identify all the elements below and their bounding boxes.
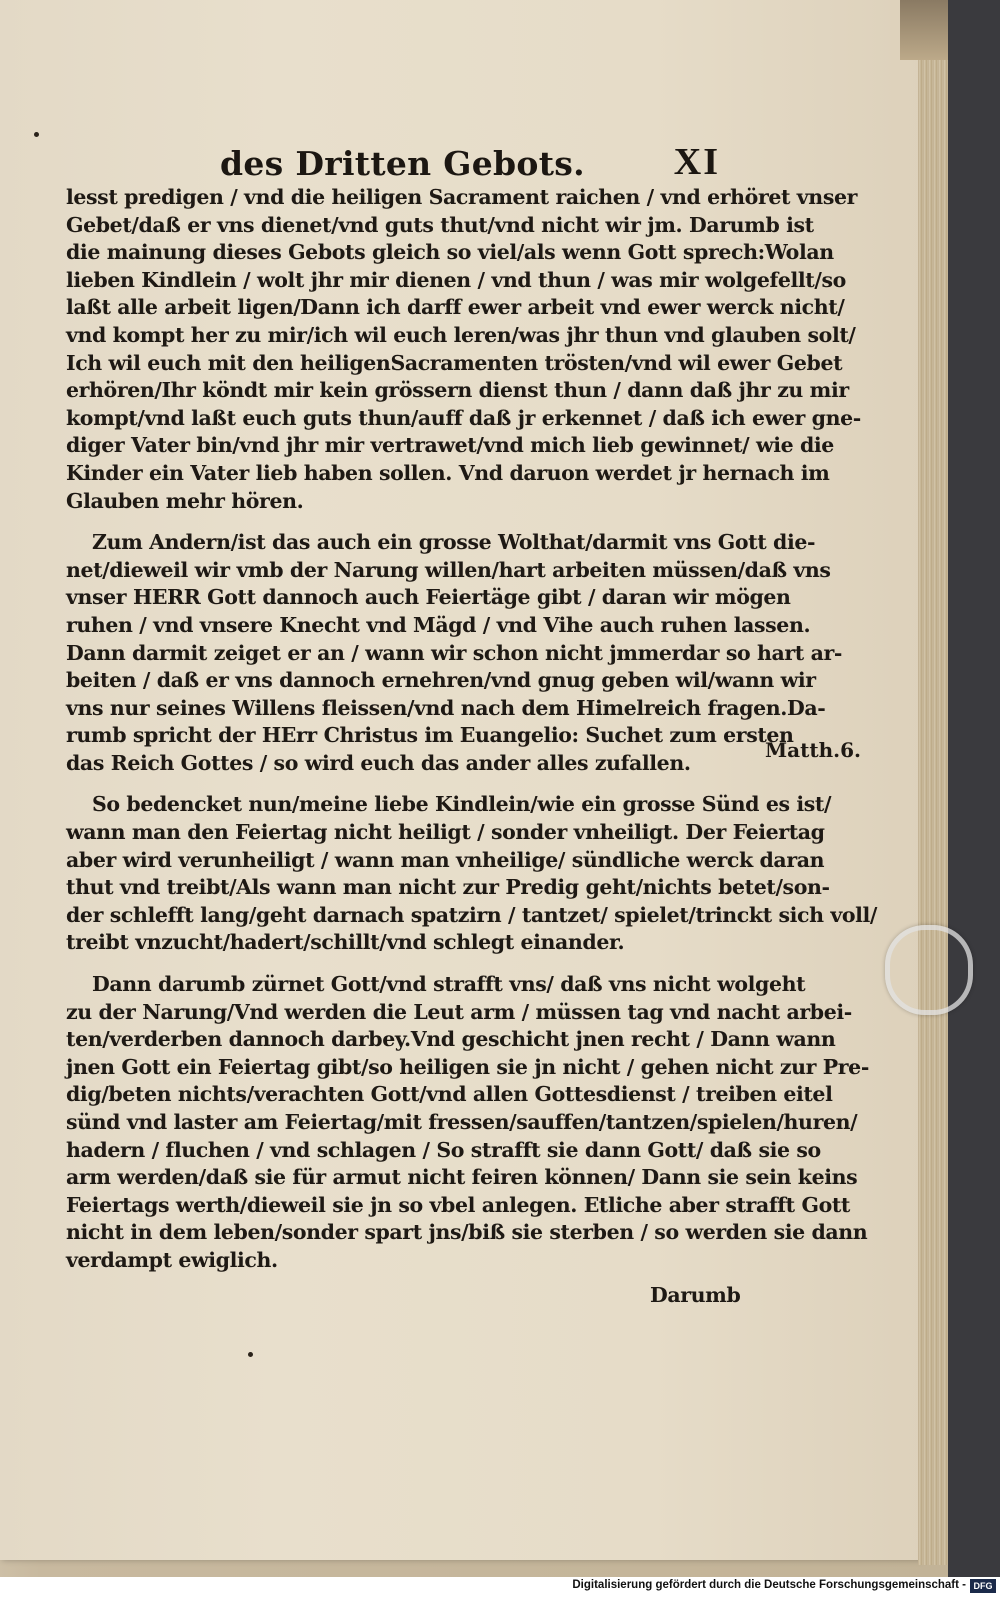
funding-credit: Digitalisierung gefördert durch die Deutsche Forschungsgemeinschaft - bbox=[572, 1579, 966, 1591]
text-line: Gebet/daß er vns dienet/vnd guts thut/vnd nicht wir jm. Darumb ist bbox=[66, 212, 814, 237]
footer-bar bbox=[0, 1577, 1000, 1597]
text-line: nicht in dem leben/sonder spart jns/biß sie sterben / so werden sie dann bbox=[66, 1220, 868, 1245]
text-line: vns nur seines Willens fleissen/vnd nach dem Himelreich fragen.Da- bbox=[66, 695, 826, 720]
ink-dot bbox=[248, 1352, 253, 1357]
dfg-logo: DFG bbox=[970, 1579, 996, 1593]
text-line: Ich wil euch mit den heiligenSacramenten trösten/vnd wil ewer Gebet bbox=[66, 350, 843, 375]
marginal-note: Matth.6. bbox=[765, 738, 861, 762]
text-line: arm werden/daß sie für armut nicht feiren können/ Dann sie sein keins bbox=[66, 1165, 858, 1190]
paragraph-1 bbox=[66, 184, 861, 515]
folio-number: XI bbox=[673, 141, 720, 183]
text-line: Glauben mehr hören. bbox=[66, 488, 304, 513]
text-line: vnd kompt her zu mir/ich wil euch leren/was jhr thun vnd glauben solt/ bbox=[66, 322, 856, 347]
text-line: So bedencket nun/meine liebe Kindlein/wie ein grosse Sünd es ist/ bbox=[92, 792, 832, 817]
text-line: hadern / fluchen / vnd schlagen / So strafft sie dann Gott/ daß sie so bbox=[66, 1137, 821, 1162]
text-line: rumb spricht der HErr Christus im Euangelio: Suchet zum ersten bbox=[66, 723, 794, 748]
running-title: des Dritten Gebots. bbox=[220, 144, 585, 183]
text-line: thut vnd treibt/Als wann man nicht zur Predig geht/nichts betet/son- bbox=[66, 875, 830, 900]
ink-dot bbox=[34, 132, 39, 137]
text-line: erhören/Ihr köndt mir kein grössern dienst thun / dann daß jhr zu mir bbox=[66, 378, 849, 403]
paragraph-4 bbox=[66, 971, 869, 1275]
text-line: diger Vater bin/vnd jhr mir vertrawet/vnd mich lieb gewinnet/ wie die bbox=[66, 433, 834, 458]
text-line: dig/beten nichts/verachten Gott/vnd allen Gottesdienst / treiben eitel bbox=[66, 1082, 833, 1107]
text-line: das Reich Gottes / so wird euch das ander alles zufallen. bbox=[66, 750, 691, 775]
text-line: lesst predigen / vnd die heiligen Sacrament raichen / vnd erhöret vnser bbox=[66, 185, 857, 209]
text-line: ruhen / vnd vnsere Knecht vnd Mägd / vnd Vihe auch ruhen lassen. bbox=[66, 612, 811, 637]
text-line: Feiertags werth/dieweil sie jn so vbel anlegen. Etliche aber strafft Gott bbox=[66, 1192, 850, 1217]
text-line: Dann darumb zürnet Gott/vnd strafft vns/ daß vns nicht wolgeht bbox=[92, 972, 806, 997]
text-line: jnen Gott ein Feiertag gibt/so heiligen sie jn nicht / gehen nicht zur Pre- bbox=[66, 1054, 869, 1079]
text-line: zu der Narung/Vnd werden die Leut arm / müssen tag vnd nacht arbei- bbox=[66, 999, 852, 1024]
catchword: Darumb bbox=[650, 1283, 741, 1307]
text-line: Dann darmit zeiget er an / wann wir schon nicht jmmerdar so hart ar- bbox=[66, 640, 843, 665]
text-line: verdampt ewiglich. bbox=[66, 1247, 278, 1272]
book-binding bbox=[900, 0, 948, 60]
text-line: sünd vnd laster am Feiertag/mit fressen/sauffen/tantzen/spielen/huren/ bbox=[66, 1110, 858, 1134]
text-line: kompt/vnd laßt euch guts thun/auff daß jr erkennet / daß ich ewer gne- bbox=[66, 405, 861, 430]
page-header bbox=[220, 140, 720, 190]
text-line: beiten / daß er vns dannoch ernehren/vnd gnug geben wil/wann wir bbox=[66, 668, 816, 693]
text-line: der schlefft lang/geht darnach spatzirn / tantzet/ spielet/trinckt sich voll/ bbox=[66, 902, 878, 927]
text-line: aber wird verunheiligt / wann man vnheilige/ sündliche werck daran bbox=[66, 847, 825, 872]
text-line: laßt alle arbeit ligen/Dann ich darff ewer arbeit vnd ewer werck nicht/ bbox=[66, 295, 845, 320]
text-line: treibt vnzucht/hadert/schillt/vnd schlegt einander. bbox=[66, 930, 625, 955]
text-line: net/dieweil wir vmb der Narung willen/hart arbeiten müssen/daß vns bbox=[66, 557, 831, 582]
text-line: Zum Andern/ist das auch ein grosse Wolthat/darmit vns Gott die- bbox=[92, 530, 816, 555]
text-line: wann man den Feiertag nicht heiligt / sonder vnheiligt. Der Feiertag bbox=[66, 820, 825, 845]
paragraph-3 bbox=[66, 791, 878, 957]
text-line: ten/verderben dannoch darbey.Vnd geschicht jnen recht / Dann wann bbox=[66, 1027, 836, 1052]
page-clip bbox=[885, 925, 973, 1015]
text-line: die mainung dieses Gebots gleich so viel/als wenn Gott sprech:Wolan bbox=[66, 240, 834, 265]
scanner-background bbox=[948, 0, 1000, 1577]
text-line: vnser HERR Gott dannoch auch Feiertäge gibt / daran wir mögen bbox=[66, 585, 791, 610]
text-line: lieben Kindlein / wolt jhr mir dienen / vnd thun / was mir wolgefellt/so bbox=[66, 267, 846, 292]
page-fore-edge bbox=[918, 0, 949, 1565]
text-line: Kinder ein Vater lieb haben sollen. Vnd daruon werdet jr hernach im bbox=[66, 460, 830, 485]
